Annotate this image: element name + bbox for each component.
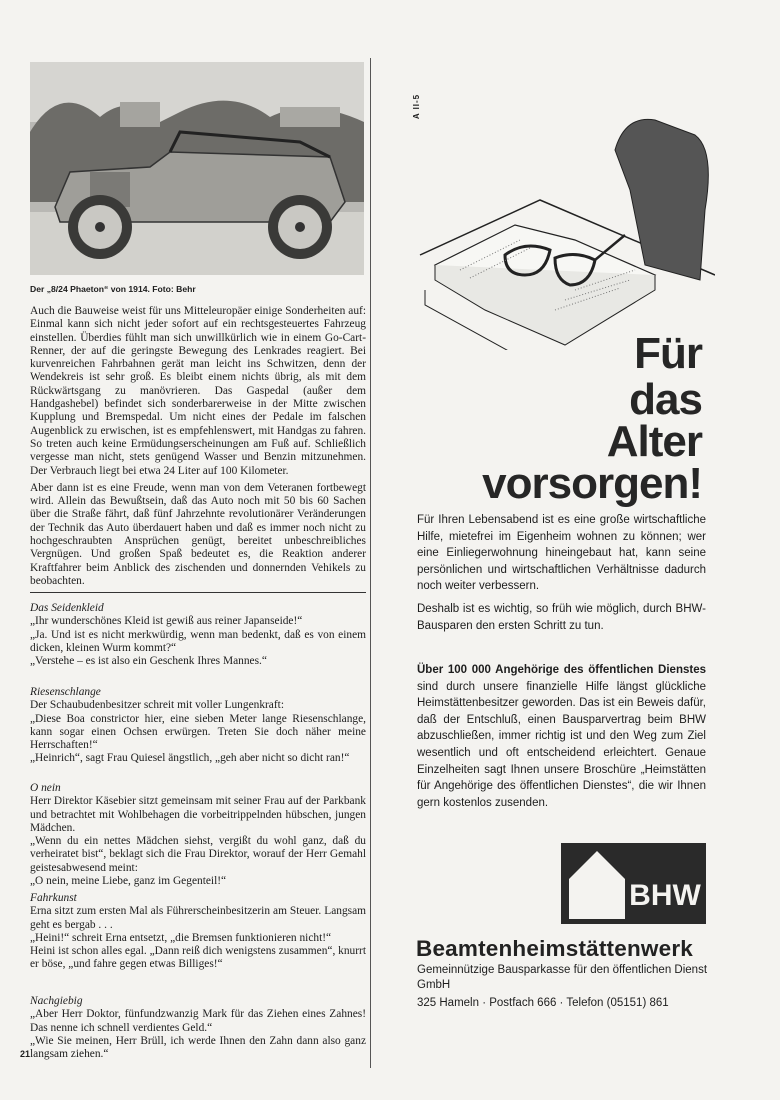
article-paragraph: Auch die Bauweise weist für uns Mitteleuropäer einige Sonderheiten auf: Einmal kann sich nicht jeder sofort auf ein rechtsgesteuertes Fahrzeug einstellen. Überdies fühlt man sich unwillkürlich wie in einem Go-Cart-Renner, der auf die geringste Bewegung des Lenkrades reagiert. Bei kurvenreichen Fahrbahnen gerät man leicht ins Schwitzen, denn der Wendekreis ist sehr groß. Es bleibt einem nichts übrig, als mit dem Rückwärtsgang zu manövrieren. Das Gaspedal (außer dem Handgashebel) befindet sich sonderbarerweise in der Mitte zwischen Kupplung und Bremspedal. Um nicht eines der Pedale im falschen Augenblick zu erwischen, ist es empfehlenswert, mit Handgas zu fahren. So treten auch keine Ermüdungserscheinungen am Fuß auf. Schließlich vergesse man nicht, stets genügend Wasser und Benzin mitzunehmen. Der Verbrauch liegt bei etwa 24 Liter auf 100 Kilometer. (30, 305, 366, 477)
article-paragraph: Aber dann ist es eine Freude, wenn man von dem Veteranen fortbewegt wird. Allein das Bewußtsein, daß das Auto noch mit 50 bis 60 Sachen über die Straße fährt, daß fünf Jahrzehnte revolutionärer Veränderungen der Technik das Auto überdauert haben und daß es immer noch nicht zu hochgeschraubten Ansprüchen genügt, bereitet unbeschreibliches Vergnügen. Und großen Spaß bedeutet es, die Reaktion anderer Kraftfahrer beim Anblick des zischenden und donnernden Vehikels zu beobachten. (30, 481, 366, 587)
joke-line: Der Schaubudenbesitzer schreit mit voller Lungenkraft: (30, 699, 284, 712)
ad-paragraph: sind durch unsere finanzielle Hilfe längst glückliche Heimstättenbesitzer geworden. Das ist ein Beweis dafür, daß der Entschluß, einen Bausparvertrag beim BHW abzuschließen, immer richtig ist und den Weg zum Ziel wesentlich und oft entscheidend erleichtert. Genaue Einzelheiten sagt Ihnen unsere Broschüre „Heimstätten für Angehörige des öffentlichen Dienstes“, die wir Ihnen gern kostenlos zusenden. (417, 680, 706, 809)
joke-title: Das Seidenkleid (30, 602, 104, 614)
headline-line: das (629, 375, 702, 424)
joke-nachgiebig (30, 995, 366, 1061)
joke-seidenkleid (30, 602, 366, 668)
book-glasses-chair-illustration (415, 90, 715, 350)
brand-subtitle: Gemeinnützige Bausparkasse für den öffentlichen Dienst GmbH (417, 964, 708, 991)
photo-caption: Der „8/24 Phaeton“ von 1914. Foto: Behr (30, 284, 196, 294)
column-divider (370, 58, 371, 1068)
joke-line: „Aber Herr Doktor, fünfundzwanzig Mark für das Ziehen eines Zahnes! Das nenne ich schnell verdientes Geld.“ (30, 1008, 366, 1034)
bhw-logo (561, 843, 706, 924)
vintage-car-photo (30, 62, 364, 275)
joke-line: „Wenn du ein nettes Mädchen siehst, vergißt du wohl ganz, daß du verheiratet bist“, beklagt sich die Frau Direktor, worauf der Herr Gemahl geistesabwesend meint: (30, 835, 366, 874)
joke-title: Nachgiebig (30, 995, 83, 1007)
joke-title: O nein (30, 782, 61, 794)
joke-line: Herr Direktor Käsebier sitzt gemeinsam mit seiner Frau auf der Parkbank und betrachtet mit Wohlbehagen die vorbeitrippelnden hübschen, jungen Mädchen. (30, 795, 366, 834)
joke-fahrkunst (30, 892, 366, 972)
headline-line: Alter (606, 417, 702, 466)
ad-code: A II-5 (412, 93, 422, 120)
joke-line: Erna sitzt zum ersten Mal als Führerscheinbesitzerin am Steuer. Langsam geht es bergab . . . (30, 905, 366, 931)
headline-line: vorsorgen! (482, 459, 702, 508)
joke-line: „Verstehe – es ist also ein Geschenk Ihres Mannes.“ (30, 655, 267, 668)
joke-o-nein (30, 782, 366, 888)
joke-line: „Ihr wunderschönes Kleid ist gewiß aus reiner Japanseide!“ (30, 615, 303, 628)
joke-line: „Heini!“ schreit Erna entsetzt, „die Bremsen funktionieren nicht!“ (30, 931, 332, 944)
ad-body (417, 512, 706, 634)
ad-emphasis: Über 100 000 Angehörige des öffentlichen Dienstes (417, 664, 706, 676)
brand-address: 325 Hameln · Postfach 666 · Telefon (05151) 861 (417, 997, 669, 1009)
joke-line: „Diese Boa constrictor hier, eine sieben Meter lange Riesenschlange, kann sogar einen Ochsen erwürgen. Treten Sie doch näher meine Herrschaften!“ (30, 712, 366, 752)
joke-line: „Wie Sie meinen, Herr Brüll, ich werde Ihnen den Zahn dann also ganz langsam ziehen.“ (30, 1034, 366, 1061)
headline-line: Für (634, 329, 702, 378)
joke-title: Riesenschlange (30, 686, 101, 698)
ad-body-members (417, 662, 706, 811)
joke-line: Heini ist schon alles egal. „Dann reiß dich wenigstens zusammen“, knurrt er böse, „und fahre gegen etwas Billiges!“ (30, 945, 366, 971)
joke-line: „Heinrich“, sagt Frau Quiesel ängstlich, „geh aber nicht so dicht ran!“ (30, 752, 350, 765)
ad-paragraph: Deshalb ist es wichtig, so früh wie möglich, durch BHW-Bausparen den ersten Schritt zu tun. (417, 602, 706, 632)
ad-paragraph: Für Ihren Lebensabend ist es eine große wirtschaftliche Hilfe, mietefrei im Eigenheim wohnen zu können; wer eine Einliegerwohnung hineingebaut hat, kann seine persönlichen und wirtschaftlichen Verhältnisse dadurch noch weiter verbessern. (417, 514, 706, 593)
article-text (30, 305, 366, 588)
brand-name: Beamtenheimstättenwerk (416, 936, 693, 961)
logo-text: BHW (629, 879, 701, 912)
section-divider (30, 592, 366, 593)
joke-line: „Ja. Und ist es nicht merkwürdig, wenn man bedenkt, daß es von einem dicken, kleinen Wurm kommt?“ (30, 628, 366, 654)
joke-line: „O nein, meine Liebe, ganz im Gegenteil!“ (30, 875, 227, 888)
joke-riesenschlange (30, 686, 366, 766)
joke-title: Fahrkunst (30, 892, 77, 904)
page-number: 21 (20, 1049, 31, 1059)
